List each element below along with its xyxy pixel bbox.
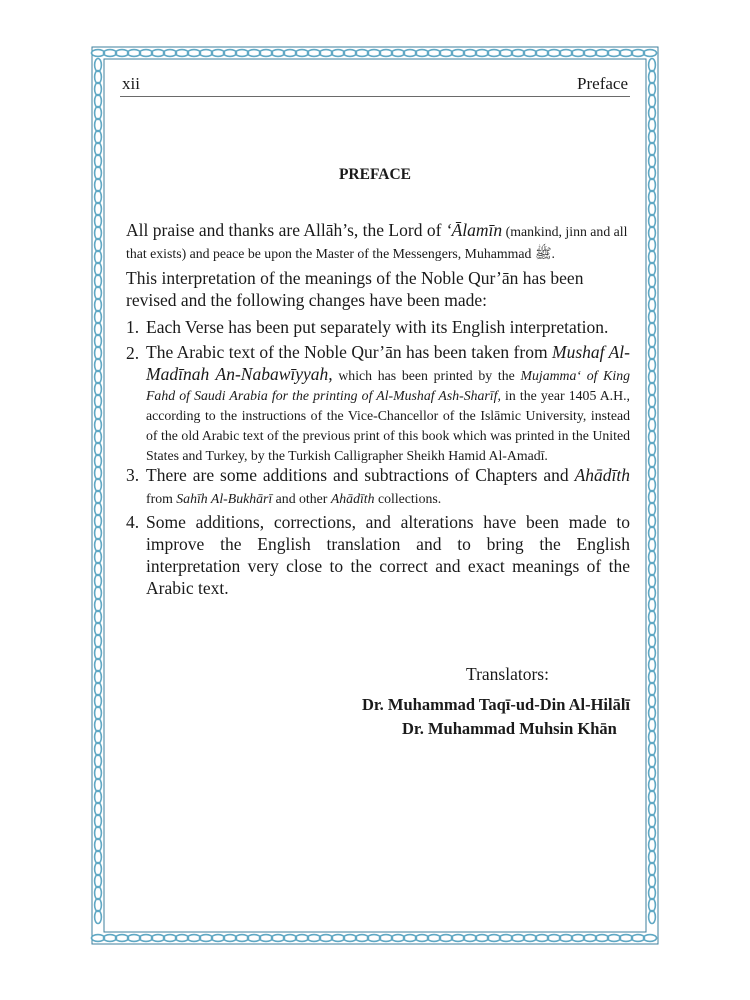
list-item-text: Some additions, corrections, and alterations have been made to improve the English translation and to bring the English interpretation very close to the correct and exact meanings of the Arabic text. [146, 512, 630, 598]
mujamma-name: Mujamma‘ of King Fahd of Saudi Arabia for the printing of Al-Mushaf Ash-Sharīf, [146, 368, 630, 403]
running-section-title: Preface [577, 74, 628, 93]
page-number: xii [122, 74, 140, 93]
list-item-body [146, 342, 630, 466]
list-item-text: from [146, 491, 177, 506]
intro-text-c: (mankind, jinn and all that exists) and peace be upon the Master of the Messengers, Muhammad ﷺ. [126, 224, 628, 261]
list-item-text: which has been printed by the [332, 368, 521, 383]
list-item-text: and other [272, 491, 331, 506]
intro-paragraph-1 [126, 219, 630, 265]
list-item [126, 342, 630, 466]
list-item-body [146, 464, 630, 510]
translator-name-1: Dr. Muhammad Taqī-ud-Din Al-Hilālī [361, 695, 630, 714]
ahadith-term: Ahādīth [330, 491, 375, 506]
bukhari-title: Sahīh Al-Bukhārī [176, 491, 273, 506]
intro-term-alamin: ‘Ālamīn [445, 220, 503, 240]
mushaf-title: Mushaf Al-Madīnah An-Nabawīyyah, [146, 342, 630, 384]
translator-name-2: Dr. Muhammad Muhsin Khān [402, 719, 617, 738]
list-item-number: 3. [126, 465, 140, 485]
list-item-text: There are some additions and subtractions of Chapters and [146, 465, 575, 485]
intro-paragraph-2: This interpretation of the meanings of the Noble Qur’ān has been revised and the following changes have been made: [126, 268, 584, 310]
list-item-text: in the year 1405 A.H., according to the instructions of the Vice-Chancellor of the Islāmic University, instead of the old Arabic text of the previous print of this book which was printed in the United States and Turkey, by the Turkish Calligrapher Sheikh Hamid Al-Amadī. [146, 388, 630, 463]
list-item [126, 511, 630, 599]
intro-text-a: All praise and thanks are Allāh’s, the Lord of [126, 220, 446, 240]
ahadith-term: Ahādīth [574, 465, 630, 485]
list-item-number: 4. [126, 512, 140, 532]
list-item-text: Each Verse has been put separately with its English interpretation. [146, 317, 609, 337]
translators-label: Translators: [466, 664, 549, 684]
list-item-text: The Arabic text of the Noble Qur’ān has been taken from [146, 342, 552, 362]
list-item [126, 464, 630, 510]
list-item-number: 2. [126, 343, 140, 363]
list-item [126, 316, 630, 338]
list-item-text: collections. [374, 491, 442, 506]
list-item-number: 1. [126, 317, 140, 337]
page-title: PREFACE [338, 166, 412, 183]
running-header [120, 72, 630, 97]
